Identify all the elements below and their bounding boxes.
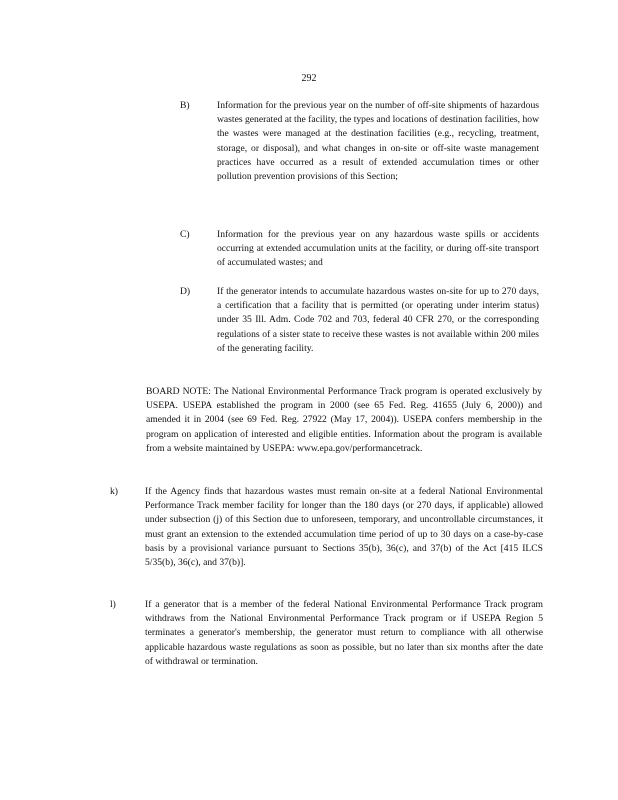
subsection-label: D) <box>180 286 191 297</box>
subsection-text: If a generator that is a member of the federal National Environmental Performance Track program withdraws from the National Environmental Performance Track program or if USEPA Region 5 terminates a generator's membership, the generator must return to compliance with all otherwise applicable hazardous waste regulations as soon as possible, but no later than six months after the date of withdrawal or termination. <box>145 599 543 667</box>
subsection-text: If the Agency finds that hazardous wastes must remain on-site at a federal National Environmental Performance Track member facility for longer than the 180 days (or 270 days, if applicable) allowed under subsection (j) of this Section due to unforeseen, temporary, and uncontrollable circumstances, it must grant an extension to the extended accumulation time period of up to 30 days on a case-by-case basis by a provisional variance pursuant to Sections 35(b), 36(c), and 37(b) of the Act [415 ILCS 5/35(b), 36(c), and 37(b)]. <box>145 486 543 569</box>
subsection-label: C) <box>180 229 190 240</box>
subsection-label: k) <box>110 486 118 497</box>
subsection-text: Information for the previous year on any hazardous waste spills or accidents occurring at extended accumulation units at the facility, or during off-site transport of accumulated wastes; and <box>217 229 539 269</box>
subsection-label: B) <box>180 100 190 111</box>
subsection-label: l) <box>110 599 116 610</box>
page-number: 292 <box>301 73 317 84</box>
subsection-text: Information for the previous year on the number of off-site shipments of hazardous wastes generated at the facility, the types and locations of destination facilities, how the wastes were managed at the destination facilities (e.g., recycling, treatment, storage, or disposal), and what changes in on-site or off-site waste management practices have occurred as a result of extended accumulation times or other pollution prevention provisions of this Section; <box>217 100 539 183</box>
board-note: BOARD NOTE: The National Environmental Performance Track program is operated exclusively by USEPA. USEPA established the program in 2000 (see 65 Fed. Reg. 41655 (July 6, 2000)) and amended it in 2004 (see 69 Fed. Reg. 27922 (May 17, 2004)). USEPA confers membership in the program on application of interested and eligible entities. Information about the program is available from a website maintained by USEPA: www.epa.gov/performancetrack. <box>146 386 542 454</box>
subsection-text: If the generator intends to accumulate hazardous wastes on-site for up to 270 days, a certification that a facility that is permitted (or operating under interim status) under 35 Ill. Adm. Code 702 and 703, federal 40 CFR 270, or the corresponding regulations of a sister state to receive these wastes is not available within 200 miles of the generating facility. <box>217 286 539 354</box>
